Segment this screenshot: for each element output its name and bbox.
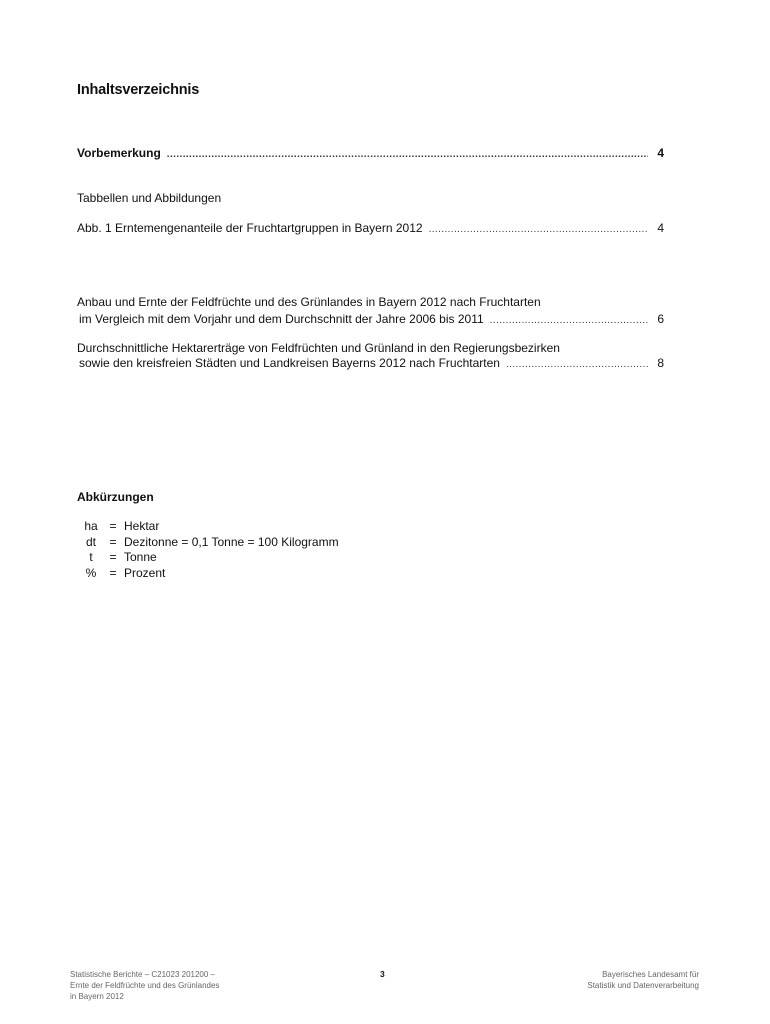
page-title: Inhaltsverzeichnis [77, 82, 200, 98]
toc-entry-label: Vorbemerkung [77, 146, 161, 160]
toc-entry-label-line2: im Vergleich mit dem Vorjahr und dem Durchschnitt der Jahre 2006 bis 2011 [79, 312, 484, 326]
toc-page-number: 8 [657, 356, 664, 370]
dot-leader [506, 359, 648, 370]
equals-sign: = [109, 565, 117, 580]
abbreviation-row [80, 519, 339, 535]
equals-sign: = [109, 519, 117, 533]
toc-entry-table1-line2 [77, 312, 664, 326]
toc-entry-label-line2: sowie den kreisfreien Städten und Landkreisen Bayerns 2012 nach Fruchtarten [79, 356, 500, 370]
toc-entry-table2-line2 [77, 356, 664, 370]
abbreviation-value: Prozent [124, 565, 166, 580]
abbreviation-value: Tonne [124, 550, 157, 564]
abbreviations-list [80, 519, 339, 581]
footer-line: Statistische Berichte – C21023 201200 – [70, 970, 215, 979]
abbreviation-row [80, 566, 339, 582]
toc-section-heading: Tabbellen und Abbildungen [77, 191, 222, 205]
toc-page-number: 4 [657, 146, 664, 160]
abbreviation-key: t [89, 550, 93, 564]
abbreviation-row [80, 550, 339, 566]
equals-sign: = [109, 550, 117, 564]
dot-leader [167, 149, 648, 160]
footer-page-number: 3 [380, 969, 385, 979]
toc-entry-vorbemerkung[interactable] [77, 146, 664, 160]
equals-sign: = [109, 534, 117, 549]
dot-leader [490, 315, 648, 326]
toc-entry-abb1[interactable] [77, 221, 664, 235]
abbreviation-row [80, 535, 339, 551]
footer-publication-info [70, 969, 219, 1002]
footer-line: Bayerisches Landesamt für [602, 970, 699, 979]
footer-publisher [587, 969, 699, 991]
footer-line: in Bayern 2012 [70, 992, 124, 1001]
abbreviation-key: % [85, 565, 97, 580]
toc-entry-label-line1: Anbau und Ernte der Feldfrüchte und des Grünlandes in Bayern 2012 nach Fruchtarten [77, 295, 541, 309]
abbreviations-heading: Abkürzungen [77, 490, 154, 504]
toc-entry-label-line1: Durchschnittliche Hektarerträge von Feldfrüchten und Grünland in den Regierungsbezirken [77, 341, 560, 355]
abbreviation-value: Hektar [124, 519, 160, 533]
footer-line: Ernte der Feldfrüchte und des Grünlandes [70, 981, 220, 990]
toc-entry-label: Abb. 1 Erntemengenanteile der Fruchtartgruppen in Bayern 2012 [77, 221, 423, 235]
dot-leader [429, 224, 648, 235]
abbreviation-key: ha [84, 519, 98, 533]
abbreviation-value: Dezitonne = 0,1 Tonne = 100 Kilogramm [124, 534, 339, 549]
abbreviation-key: dt [85, 534, 96, 549]
toc-page-number: 6 [657, 312, 664, 326]
toc-page-number: 4 [657, 221, 664, 235]
footer-line: Statistik und Datenverarbeitung [587, 981, 699, 990]
